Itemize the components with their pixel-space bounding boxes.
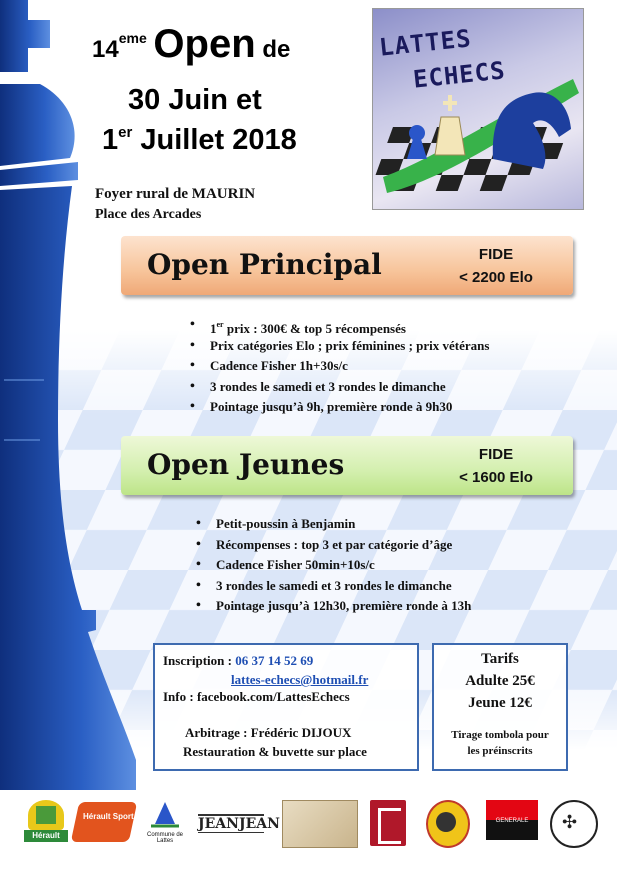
sponsor-logo-herault-sport [75,800,133,846]
title-line-3 [102,124,297,157]
catering-line: Restauration & buvette sur place [183,744,367,759]
sponsor-logo-societe-generale [486,800,538,846]
list-item: • Cadence Fisher 1h+30s/c [190,356,489,377]
sponsor-logo-jeanjean [198,800,280,846]
open-jeunes-rating [441,443,551,489]
sponsor-logo-wine [282,800,358,848]
raffle-line-2: les préinscrits [467,745,533,757]
list-item: • 3 rondes le samedi et 3 rondes le dimanche [190,377,489,398]
chess-king-silhouette [0,0,140,790]
date-rest: Juillet 2018 [140,124,297,156]
list-item [190,315,489,336]
sponsor-logo-foyer-rural [548,800,598,846]
title-de: de [262,36,291,63]
open-principal-rating [441,243,551,289]
elo-limit: < 2200 Elo [459,269,533,286]
elo-limit: < 1600 Elo [459,469,533,486]
sponsor-logo-commune-lattes [145,800,185,846]
sponsor-name: JEANJEAN [198,816,280,832]
prize-rank-suffix: er [216,320,224,329]
prices-title: Tarifs [481,651,519,667]
lattes-echecs-logo [372,8,584,210]
list-item: • Pointage jusqu’à 9h, première ronde à 9h30 [190,397,489,418]
sail-icon [145,800,185,830]
inscription-label: Inscription : [163,653,236,668]
price-youth: Jeune 12€ [468,695,532,711]
date-suffix: er [118,124,133,141]
price-adult: Adulte 25€ [465,673,535,689]
open-principal-banner [121,236,573,295]
open-jeunes-banner [121,436,573,495]
arbiter-line: Arbitrage : Frédéric DIJOUX [185,725,352,740]
facebook-info[interactable]: Info : facebook.com/LattesEchecs [163,689,350,704]
prize-text: prix : 300€ & top 5 récompensés [223,321,406,336]
open-principal-details [190,315,489,418]
sponsor-name: Commune de Lattes [146,832,184,844]
sponsor-name: Hérault Sport [83,812,134,821]
title-line-2: 30 Juin et [128,84,262,116]
open-jeunes-details [196,514,471,617]
fide-label: FIDE [478,446,514,463]
logo-text-lattes: LATTES [377,24,473,62]
list-item: • Petit-poussin à Benjamin [196,514,471,535]
email-link[interactable]: lattes-echecs@hotmail.fr [231,672,369,687]
list-item: • Prix catégories Elo ; prix féminines ; prix vétérans [190,336,489,357]
list-item: • Récompenses : top 3 et par catégorie d’âge [196,535,471,556]
prize-rank: 1 [210,321,217,336]
sponsor-logo-herault [24,800,68,846]
date-day: 1 [102,124,119,156]
open-principal-title: Open Principal [147,248,382,281]
phone-number[interactable]: 06 37 14 52 69 [235,653,314,668]
title-open: Open [153,22,256,66]
edition-number: 14 [92,36,119,63]
compass-icon: ✣ [562,812,578,832]
title-line-1 [92,22,290,67]
logo-text-echecs: ECHECS [411,56,507,94]
sponsor-name: Hérault [24,830,68,842]
sponsor-logo-badge [424,800,468,846]
list-item: • 3 rondes le samedi et 3 rondes le dimanche [196,576,471,597]
sponsor-name: GENERALE [495,818,529,824]
venue-address: Place des Arcades [95,207,202,222]
venue-name: Foyer rural de MAURIN [95,186,256,202]
fide-label: FIDE [478,246,514,263]
prices-box [432,643,568,771]
registration-info-box [153,643,419,771]
edition-suffix: eme [118,30,147,46]
open-jeunes-title: Open Jeunes [147,448,345,481]
list-item: • Pointage jusqu’à 12h30, première ronde à 13h [196,596,471,617]
sponsor-logo-pp [370,800,406,846]
raffle-line-1: Tirage tombola pour [451,729,549,741]
list-item: • Cadence Fisher 50min+10s/c [196,555,471,576]
inscription-line [163,653,313,669]
